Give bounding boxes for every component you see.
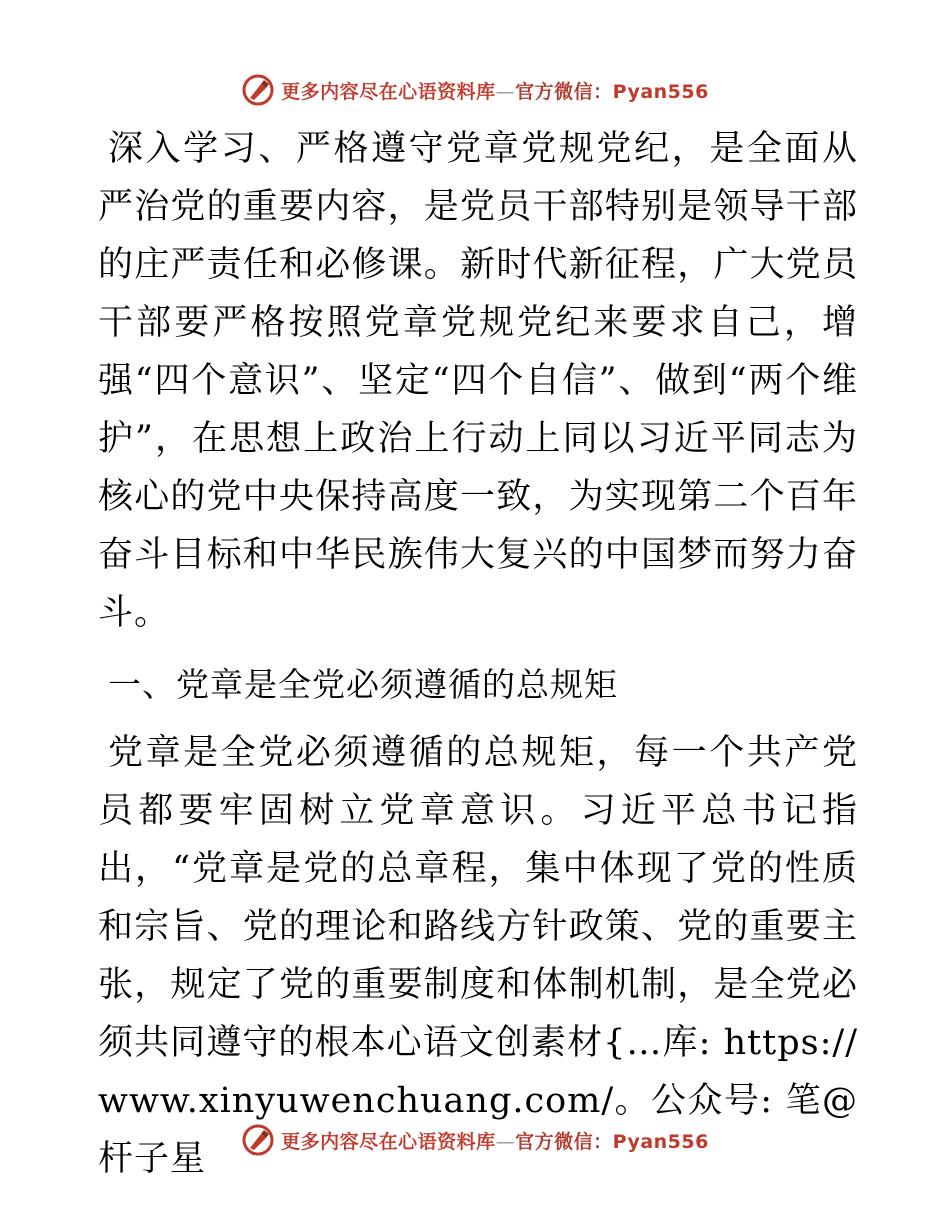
watermark-text xyxy=(281,1127,709,1154)
paragraph-intro: 深入学习、严格遵守党章党规党纪，是全面从严治党的重要内容，是党员干部特别是领导干部的庄严责任和必修课。新时代新征程，广大党员干部要严格按照党章党规党纪来要求自己，增强“四个意识”、坚定“四个自信”、做到“两个维护”，在思想上政治上行动上同以习近平同志为核心的党中央保持高度一致，为实现第二个百年奋斗目标和中华民族伟大复兴的中国梦而努力奋斗。 xyxy=(98,129,858,633)
watermark-main: 更多内容尽在心语资料库 xyxy=(281,80,496,103)
document-body xyxy=(98,120,858,1188)
pen-nib-circle-icon xyxy=(241,73,275,107)
pen-nib-circle-icon xyxy=(241,1123,275,1157)
watermark-main: 更多内容尽在心语资料库 xyxy=(281,1130,496,1153)
paragraph-section-1: 党章是全党必须遵循的总规矩，每一个共产党员都要牢固树立党章意识。习近平总书记指出，“党章是党的总章程，集中体现了党的性质和宗旨、党的理论和路线方针政策、党的重要主张，规定了党的重要制度和体制机制，是全党必须共同遵守的根本心语文创素材{…库: https://www.xinyuwenchuang.com/。公众号: 笔@杆子星 xyxy=(98,733,858,1179)
header-watermark-banner xyxy=(0,70,950,110)
watermark-dash: — xyxy=(495,80,516,103)
watermark-dash: — xyxy=(495,1130,516,1153)
watermark-text xyxy=(281,77,709,104)
watermark-wechat-id: Pyan556 xyxy=(612,80,709,103)
watermark-wechat-label: 官方微信： xyxy=(515,80,613,103)
watermark-wechat-id: Pyan556 xyxy=(612,1130,709,1153)
section-heading-1: 一、党章是全党必须遵循的总规矩 xyxy=(108,665,618,704)
footer-watermark-banner xyxy=(0,1120,950,1160)
watermark-wechat-label: 官方微信： xyxy=(515,1130,613,1153)
